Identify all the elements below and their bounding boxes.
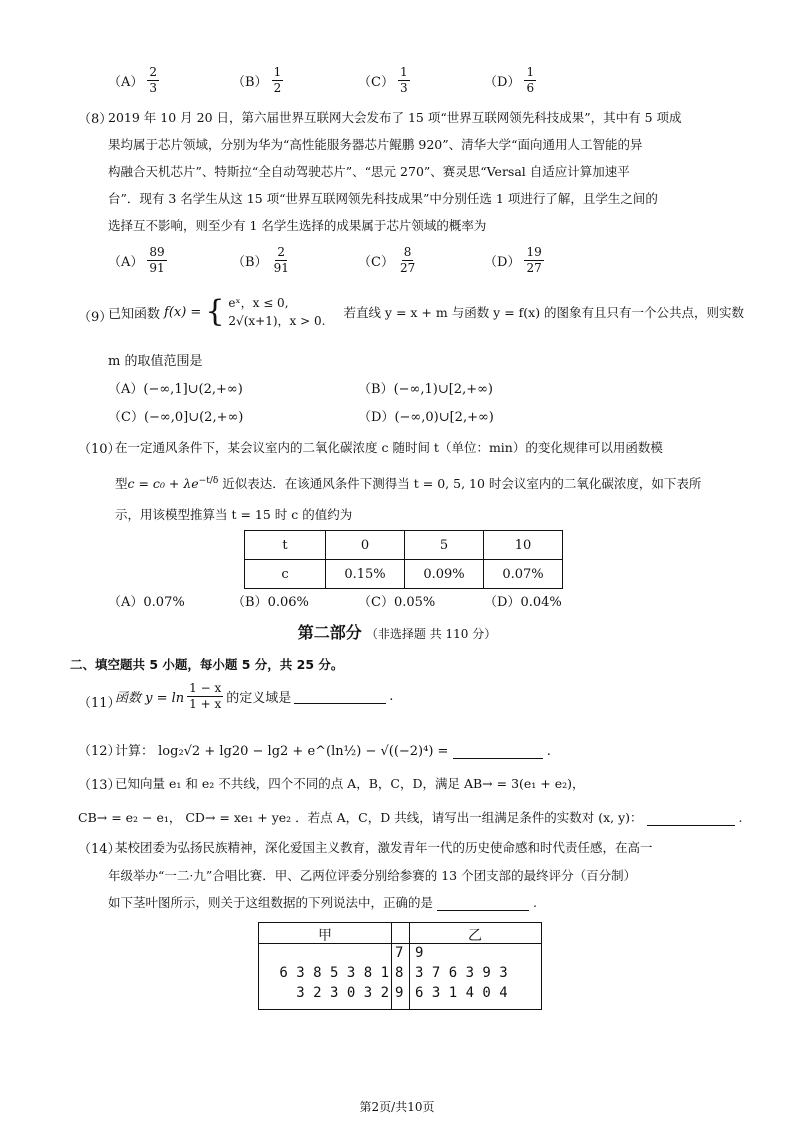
q10-table [244,530,563,589]
q10-option-c: （C）0.05% [358,595,436,610]
q9-option-d: （D）(−∞,0)∪[2,+∞) [358,410,494,425]
stem-leaf-header-right: 乙 [468,928,482,944]
stem-leaf-stem-3: 9 [395,985,404,1001]
q8-line-3: 构融合天机芯片”、特斯拉“全自动驾驶芯片”、“思元 270”、赛灵思“Versal 自适应计算加速平 [108,164,630,179]
q13-line-2: CB→ = e₂ − e₁， CD→ = xe₁ + ye₂ ．若点 A，C，D 共线，请写出一组满足条件的实数对 (x, y)： . [78,810,743,825]
table-cell: 0 [326,531,405,560]
q14-line-2: 年级举办“一二·九”合唱比赛．甲、乙两位评委分别给参赛的 13 个团支部的最终评分（百分制） [108,868,637,883]
stem-leaf-plot [258,922,542,1010]
q10-line-3: 示，用该模型推算当 t = 15 时 c 的值约为 [115,507,353,522]
q9-option-b: （B）(−∞,1)∪[2,+∞) [358,382,493,397]
q7-option-b: （B） $\frac{1}{2}$ [232,65,282,95]
part2-heading: 第二部分 （非选择题 共 110 分） [297,623,497,642]
q13-line-1: 已知向量 e₁ 和 e₂ 不共线，四个不同的点 A，B，C，D，满足 AB→ = 3(e₁ + e₂)， [115,776,585,791]
stem-leaf-stem-1: 7 [395,945,404,961]
q9-line-2: m 的取值范围是 [108,354,203,369]
q12-number: （12） [78,744,121,759]
q9-cases: eˣ，x ≤ 0, 2√(x+1)，x > 0. [228,296,326,328]
stem-leaf-stem-2: 8 [395,965,404,981]
q14-line-1: 某校团委为弘扬民族精神，深化爱国主义教育，激发青年一代的历史使命感和时代责任感，在高一 [115,840,653,855]
table-cell: 0.15% [326,560,405,589]
q10-exponent: −t/δ [198,475,219,486]
q8-number: （8） [78,112,113,127]
q8-line-5: 选择互不影响，则至少有 1 名学生选择的成果属于芯片领域的概率为 [108,218,487,233]
q10-option-d: （D）0.04% [484,595,562,610]
table-cell: 0.07% [484,560,563,589]
q12-line: 计算： log₂√2 + lg20 − lg2 + e^(ln½) − √((−2)⁴) = . [115,744,551,759]
q9-fx: f(x) = [164,304,202,320]
q14-number: （14） [78,842,121,857]
q10-line-1: 在一定通风条件下，某会议室内的二氧化碳浓度 c 随时间 t（单位：min）的变化规律可以用函数模 [115,440,663,455]
q8-option-d: （D） $\frac{19}{27}$ [484,245,542,275]
q14-line-3: 如下茎叶图所示，则关于这组数据的下列说法中，正确的是 . [108,895,537,910]
q9-option-c: （C）(−∞,0]∪(2,+∞) [108,410,244,425]
stem-leaf-right-row-2: 3 7 6 3 9 3 [415,965,508,981]
q10-option-b: （B）0.06% [232,595,309,610]
q9-line-1: 已知函数 f(x) = { eˣ，x ≤ 0, 2√(x+1)，x > 0. 若直线 y = x + m 与函数 y = f(x) 的图象有且只有一个公共点，则实数 [108,294,745,329]
table-cell: 5 [405,531,484,560]
table-cell: 0.09% [405,560,484,589]
q7-option-c: （C） $\frac{1}{3}$ [358,65,408,95]
table-cell: c [245,560,326,589]
stem-leaf-right-row-3: 6 3 1 4 0 4 [415,985,508,1001]
q11-number: （11） [78,696,121,711]
stem-leaf-left-divider [391,923,392,1009]
q8-option-b: （B） $\frac{2}{91}$ [232,245,289,275]
q13-number: （13） [78,778,121,793]
q14-answer-blank [437,896,529,911]
q8-line-1: 2019 年 10 月 20 日，第六届世界互联网大会发布了 15 项“世界互联网领先科技成果”，其中有 5 项成 [108,110,682,125]
stem-leaf-header-left: 甲 [318,928,332,944]
table-cell: t [245,531,326,560]
q12-answer-blank [453,744,543,759]
q8-option-a: （A） $\frac{89}{91}$ [108,245,165,275]
q11-line: 函数 y = ln $\frac{1 - x}{1 + x}$ 的定义域是 . [115,681,394,711]
q13-answer-blank [647,811,735,826]
q10-formula: c = c₀ + λe [127,476,199,491]
page-footer: 第2页/共10页 [359,1100,435,1114]
q8-option-c: （C） $\frac{8}{27}$ [358,245,416,275]
table-cell: 10 [484,531,563,560]
q7-option-d: （D） $\frac{1}{6}$ [484,65,535,95]
q7-option-a: （A） $\frac{2}{3}$ [108,65,158,95]
q10-number: （10） [78,442,121,457]
q10-option-a: （A）0.07% [108,595,185,610]
q8-line-4: 台”．现有 3 名学生从这 15 项“世界互联网领先科技成果”中分别任选 1 项进行了解，且学生之间的 [108,191,658,206]
section2-heading: 二、填空题共 5 小题，每小题 5 分，共 25 分。 [70,657,344,672]
q8-line-2: 果均属于芯片领域，分别为华为“高性能服务器芯片鲲鹏 920”、清华大学“面向通用人工智能的异 [108,137,643,152]
stem-leaf-left-row-3: 3 2 3 0 3 2 [296,985,389,1001]
q10-line-2: 型$c = c_0 + \lambda e^{-t/\delta}$ 近似表达．在该通风条件下测得当 t = 0, 5, 10 时会议室内的二氧化碳浓度，如下表所 [115,475,702,491]
table-row [245,560,563,589]
stem-leaf-right-row-1: 9 [415,945,424,961]
q9-number: （9） [78,310,113,325]
q11-answer-blank [294,689,386,704]
q9-brace: { [205,294,225,329]
stem-leaf-left-row-2: 6 3 8 5 3 8 1 [279,965,389,981]
table-row [245,531,563,560]
q9-option-a: （A）(−∞,1]∪(2,+∞) [108,382,243,397]
